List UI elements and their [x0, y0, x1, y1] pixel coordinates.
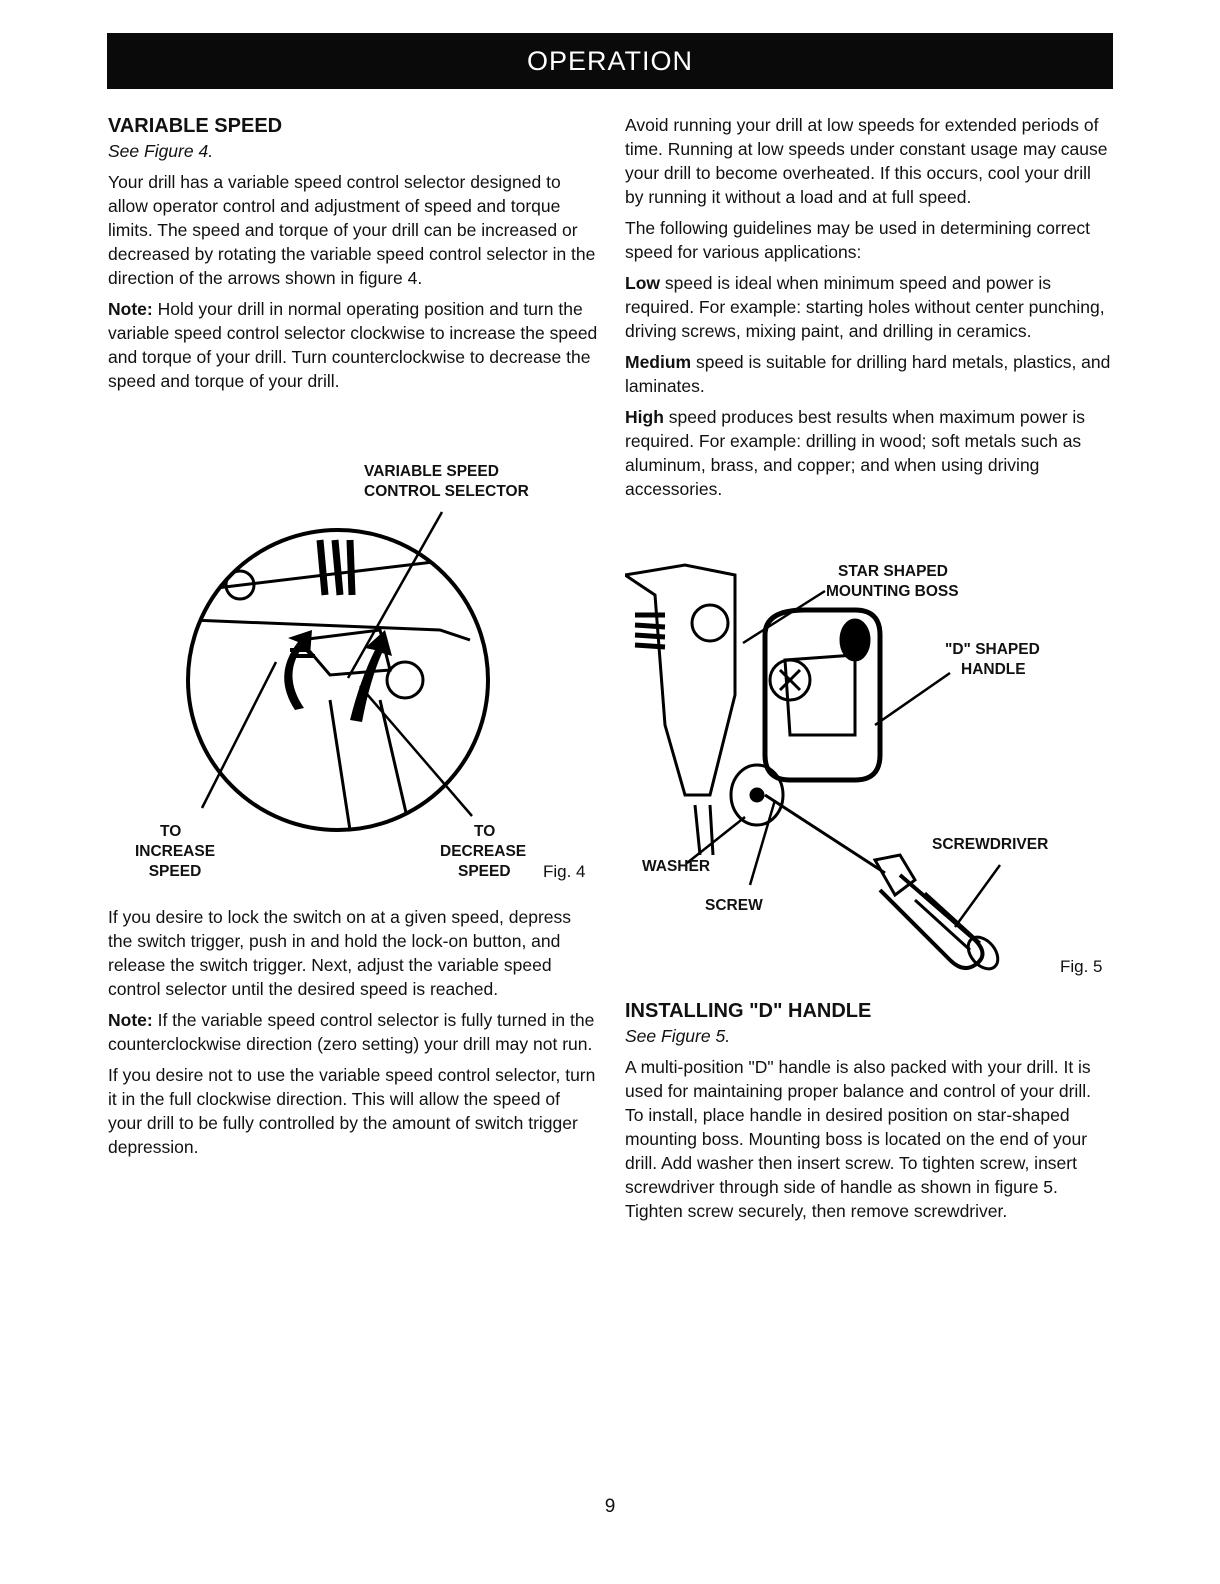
note-label: Note:: [108, 299, 153, 319]
fig5-label-screwdriver: SCREWDRIVER: [932, 836, 1049, 853]
fig4-callout-selector: [364, 462, 529, 502]
fig4-caption: Fig. 4: [543, 862, 586, 881]
fig4-selector-line2: CONTROL SELECTOR: [364, 483, 529, 500]
fig4-increase-line3: SPEED: [148, 863, 202, 880]
left-column: [108, 113, 598, 400]
handle-leader: [875, 673, 950, 725]
left-column-lower: [108, 905, 598, 1166]
fig5-label-washer: WASHER: [642, 858, 711, 875]
note-label: Note:: [108, 1010, 153, 1030]
guidelines-intro: The following guidelines may be used in determining correct speed for various applications:: [625, 218, 1090, 262]
low-speed-warning: Avoid running your drill at low speeds for extended periods of time. Running at low speeds under constant usage may cause your drill to become overheated. If this occurs, cool your drill by running it without a load and at full speed.: [625, 115, 1108, 207]
note-zero-setting: [108, 1008, 598, 1056]
fig4-decrease-line2: DECREASE: [440, 843, 527, 860]
low-label: Low: [625, 273, 660, 293]
fig4-decrease-line1: TO: [474, 823, 496, 840]
fig5-callout-boss: [826, 562, 959, 602]
note-text: If the variable speed control selector is fully turned in the counterclockwise direction (zero setting) your drill may not run.: [108, 1010, 595, 1054]
see-figure-5: See Figure 5.: [625, 1026, 731, 1046]
low-text: speed is ideal when minimum speed and power is required. For example: starting holes without center punching, driving screws, mixing paint, and drilling in ceramics.: [625, 273, 1105, 341]
selector-leader: [348, 512, 442, 678]
section-banner: [107, 33, 1113, 89]
fig4-callout-increase: [130, 822, 220, 882]
note-text: Hold your drill in normal operating position and turn the variable speed control selector clockwise to increase the speed and torque of your drill. Turn counterclockwise to decrease the speed and torque of your drill.: [108, 299, 598, 391]
see-figure-4: See Figure 4.: [108, 141, 214, 161]
figure-5-illustration: [625, 555, 1045, 995]
full-clockwise-paragraph: If you desire not to use the variable speed control selector, turn it in the full clockwise direction. This will allow the speed of your drill to be fully controlled by the amount of switch trigger depression.: [108, 1065, 596, 1157]
decrease-arrow: [350, 630, 392, 722]
figure-4-illustration: [180, 500, 600, 860]
fig4-selector-line1: VARIABLE SPEED: [364, 463, 499, 480]
increase-leader: [202, 662, 276, 808]
fig5-callout-handle: [945, 640, 1040, 680]
lock-on-paragraph: If you desire to lock the switch on at a given speed, depress the switch trigger, push in and hold the lock-on button, and release the switch trigger. Next, adjust the variable speed control selector until the desired speed is reached.: [108, 907, 572, 999]
installing-section: [625, 998, 1113, 1230]
fig4-callout-decrease: [440, 822, 526, 882]
page-number: 9: [604, 1496, 616, 1517]
fig4-increase-line1: TO: [160, 823, 182, 840]
fig5-handle-line2: HANDLE: [961, 661, 1026, 678]
section-title: OPERATION: [526, 45, 694, 76]
high-label: High: [625, 407, 664, 427]
high-speed-item: [625, 405, 1113, 501]
boss-leader: [743, 591, 825, 643]
fig4-decrease-line3: SPEED: [458, 863, 511, 880]
variable-speed-paragraph: Your drill has a variable speed control selector designed to allow operator control and adjustment of speed and torque limits. The speed and torque of your drill can be increased or decreased by rotating the variable speed control selector in the direction of the arrows shown in figure 4.: [108, 172, 596, 288]
installing-paragraph: A multi-position "D" handle is also packed with your drill. It is used for maintaining proper balance and control of your drill. To install, place handle in desired position on star-shaped mounting boss. Mounting boss is located on the end of your drill. Add washer then insert screw. To tighten screw, insert screwdriver through side of handle as shown in figure 5. Tighten screw securely, then remove screwdriver.: [625, 1057, 1091, 1221]
installing-heading: INSTALLING "D" HANDLE: [625, 1000, 872, 1022]
high-text: speed produces best results when maximum power is required. For example: drilling in wood; soft metals such as aluminum, brass, and copper; and when using driving accessories.: [625, 407, 1086, 499]
fig5-boss-line2: MOUNTING BOSS: [826, 583, 959, 600]
decrease-leader: [360, 686, 472, 816]
medium-speed-item: [625, 350, 1113, 398]
variable-speed-heading: VARIABLE SPEED: [108, 115, 283, 137]
note-clockwise: [108, 297, 598, 393]
screwdriver-leader: [955, 865, 1000, 927]
screw-leader: [750, 800, 775, 885]
fig5-label-screw: SCREW: [705, 897, 763, 914]
fig4-increase-line2: INCREASE: [134, 843, 216, 860]
medium-label: Medium: [625, 352, 692, 372]
fig5-boss-line1: STAR SHAPED: [838, 563, 948, 580]
fig5-handle-line1: "D" SHAPED: [945, 641, 1040, 658]
increase-arrow: [284, 630, 312, 710]
fig5-caption: Fig. 5: [1060, 957, 1103, 976]
low-speed-item: [625, 271, 1113, 343]
medium-text: speed is suitable for drilling hard metals, plastics, and laminates.: [625, 352, 1111, 396]
right-column: [625, 113, 1113, 508]
